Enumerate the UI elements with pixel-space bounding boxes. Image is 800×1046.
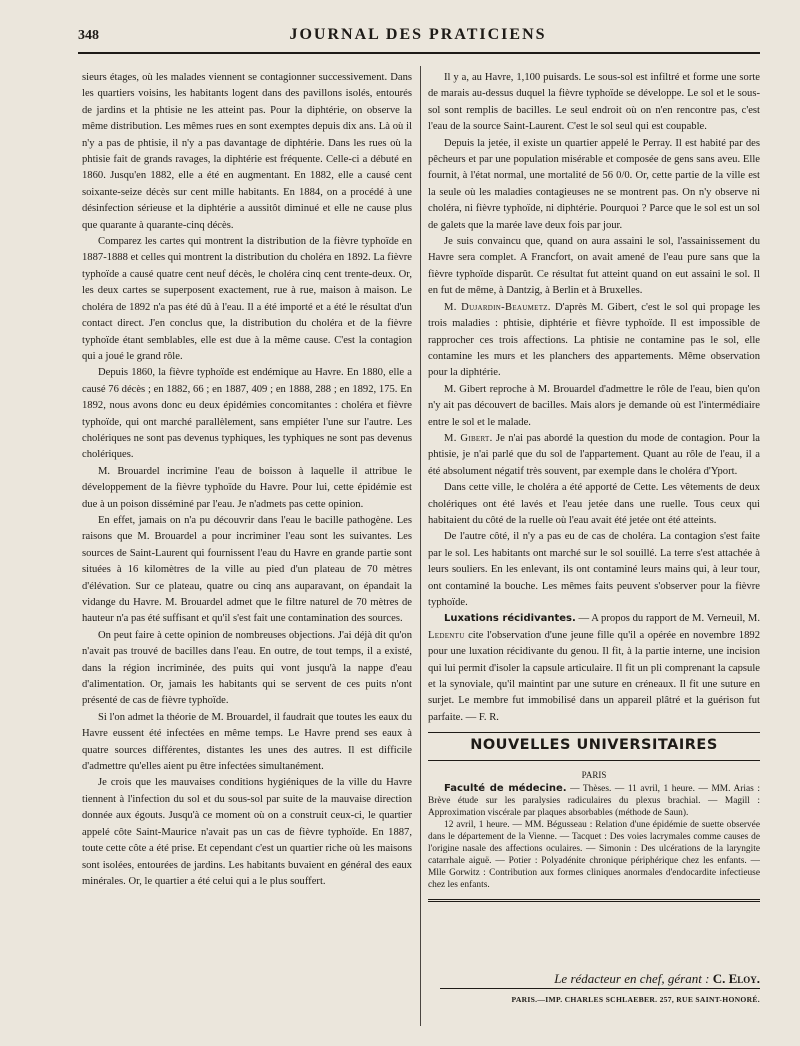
speaker-text: D'après M. Gibert, c'est le sol qui propage les trois maladies : phtisie, diphtérie et fièvre typhoïde. Il est impossible de rapprocher ces trois affections. La phtisie ne contamine pas le sol, elle contamine les murs et les planchers des appartements. Même observation pour la diphtérie.: [428, 301, 760, 379]
paragraph: De l'autre côté, il n'y a pas eu de cas de choléra. La contagion s'est faite par le sol. Les habitants ont marché sur le sol souillé. La terre s'est attachée à leurs souliers. En les enlevant, ils ont contaminé leurs mains qui, à leur tour, ont contaminé la bouche. Les mêmes faits peuvent s'observer pour la fièvre typhoïde.: [428, 531, 760, 608]
paragraph: Il y a, au Havre, 1,100 puisards. Le sous-sol est infiltré et forme une sorte de marais au-dessus duquel la fièvre typhoïde se développe. Le sol et le sous-sol sont remplis de bacilles. Le seul endroit où on n'en rencontre pas, c'est l'eau de la source Saint-Laurent. C'est le sol seul qui est coupable.: [428, 72, 760, 133]
speaker-text: Je n'ai pas abordé la question du mode de contagion. Pour la phtisie, je n'ai parlé que du sol de l'appartement. Quant au rôle de l'eau, il a été absolument négatif très souvent, par exemple dans le choléra d'Yport.: [428, 432, 760, 477]
paragraph: Si l'on admet la théorie de M. Brouardel, il faudrait que toutes les eaux du Havre eussent été infectées en même temps. Le Havre prend ses eaux à quatre sources différentes, distantes les unes des autres. Il est difficile d'admettre qu'elles aient pu être infectées simultanément.: [82, 711, 412, 773]
news-paragraph: 12 avril, 1 heure. — MM. Bégusseau : Relation d'une épidémie de suette observée dans le département de la Vienne. — Tacquet : Des voies lacrymales comme causes de l'origine nasale des affections oculaires. — Simonin : Des ulcérations de la laryngite catarrhale aiguë. — Potier : Polyadénite chronique périphérique chez les enfants. — Mlle Gorwitz : Contribution aux formes cliniques anormales d'endocardite infectieuse chez les enfants.: [428, 820, 760, 891]
news-text: — Thèses. — 11 avril, 1 heure. — MM. Arias : Brève étude sur les paralysies radiculaires du plexus brachial. — Magill : Approximation viscérale par plaques absorbables (méthode de Saun).: [428, 784, 760, 819]
paragraph: sieurs étages, où les malades viennent se contagionner successivement. Dans les quartiers voisins, les habitants logent dans des pavillons isolés, entourés de jardins et la phtisie ne les atteint pas. Pour la diphtérie, on observe la même distribution. Les mêmes rues en sont exemptes depuis dix ans. Là où il n'y a pas de phtisie, il n'y a pas davantage de diphtérie. Dans les rues où la phtisie fait de grands ravages, la diphtérie est fréquente. Celle-ci a débuté en 1860. Jusqu'en 1882, elle a été en augmentant. En 1882, elle a causé cent soixante-seize décès sur cent mille habitants. En 1884, on a procédé à une désinfection sérieuse et la diphtérie a aussitôt diminué et elle ne cause plus que quarante à quarante-cinq décès.: [82, 72, 412, 231]
paragraph: Comparez les cartes qui montrent la distribution de la fièvre typhoïde en 1887-1888 et celles qui montrent la distribution du choléra en 1892. La fièvre typhoïde a causé quatre cent neuf décès, le choléra cinq cent trente-deux. Or, les deux cartes se superposent exactement, rue à rue, maison à maison. Le choléra de 1892 n'a pas été dû à l'eau. Il a été importé et a été le résultat d'un contact direct. J'en conclus que, la distribution du choléra et de la fièvre typhoïde étant semblables, elle est due à la même cause. C'est la contagion qui a joué le grand rôle.: [82, 236, 412, 362]
editor-line: [440, 971, 760, 987]
journal-title: JOURNAL DES PRATICIENS: [289, 26, 547, 43]
paragraph: On peut faire à cette opinion de nombreuses objections. J'ai déjà dit qu'on n'avait pas trouvé de bacilles dans l'eau. En outre, de tout temps, il a existé, dans la région incriminée, des puits qui vont jusqu'à la nappe d'eau d'alimentation. Or, jamais les habitants qui se servent de ces puits n'ont présenté de cas de fièvre typhoïde.: [82, 629, 412, 707]
paragraph-luxations: [428, 611, 760, 726]
speaker-name: M. Dujardin-Beaumetz.: [444, 301, 551, 313]
page-number: 348: [78, 28, 99, 43]
section-rule: [428, 732, 760, 733]
article-heading: Luxations récidivantes.: [444, 613, 576, 625]
page-header: [78, 24, 758, 48]
column-divider: [420, 66, 421, 1026]
paragraph: Je suis convaincu que, quand on aura assaini le sol, l'assainissement du Havre sera complet. A Francfort, on avait amené de l'eau pure sans que la fièvre typhoïde disparût. Ce résultat fut atteint quand on eut assaini le sol. Il en fut de même, à Dantzig, à Berlin et à Bruxelles.: [428, 236, 760, 297]
right-column: [428, 70, 760, 975]
paragraph-gibert: [428, 431, 760, 480]
paragraph-dujardin: [428, 300, 760, 382]
paragraph: M. Brouardel incrimine l'eau de boisson à laquelle il attribue le développement de la fièvre typhoïde du Havre. Pour lui, cette épidémie est due à un poison disséminé par l'eau. Je n'admets pas cette opinion.: [82, 465, 412, 510]
article-text: cite l'observation d'une jeune fille qu'il a opérée en novembre 1892 pour une luxation récidivante du genou. Il fit, à la partie interne, une incision qui lui permit d'isoler la capsule articulaire. Il fit un pli comprenant la capsule et la synoviale, qu'il maintint par une suture en créneaux. Il fit une suture en surjet. Le membre fut immobilisé dans un appareil plâtré et la guérison fut parfaite. — F. R.: [428, 629, 760, 723]
paragraph: M. Gibert reproche à M. Brouardel d'admettre le rôle de l'eau, bien qu'on n'y ait pas découvert de bacilles. Mais alors je demande où est l'intermédiaire entre le sol et le malade.: [428, 383, 760, 428]
section-rule: [428, 760, 760, 761]
section-title: NOUVELLES UNIVERSITAIRES: [470, 737, 718, 754]
university-news: [428, 783, 760, 891]
paragraph: Depuis la jetée, il existe un quartier appelé le Perray. Il est habité par des pêcheurs et par une population misérable et composée de gens sans aveu. Elle fournit, à l'état normal, une mortalité de 56 0/0. Or, cette partie de la ville est la seule où les maladies contagieuses ne se montrent pas. On n'y observe ni choléra, ni fièvre typhoïde, ni diphtérie. Pourquoi ? Parce que le sol est un sol de galets que la marée lave deux fois par jour.: [428, 137, 760, 231]
speaker-name: M. Gibert.: [444, 432, 493, 444]
news-heading: Faculté de médecine.: [444, 783, 567, 795]
paragraph: En effet, jamais on n'a pu découvrir dans l'eau le bacille pathogène. Les raisons que M. Brouardel a pour incriminer l'eau sont les suivantes. Les sources de Saint-Laurent qui fournissent l'eau du Havre en grande partie sont situées à 16 kilomètres de la ville au pied d'un plateau de 70 mètres d'élévation. Sur ce plateau, quatre ou cinq ans auparavant, on épandait la vidange du Havre. M. Brouardel admet que le filtre naturel de 70 mètres de hauteur n'a pas été suffisant et qu'il s'est fait une contamination des sources.: [82, 514, 412, 625]
left-column: [82, 70, 412, 1032]
paragraph: Depuis 1860, la fièvre typhoïde est endémique au Havre. En 1880, elle a causé 76 décès ; en 1882, 66 ; en 1887, 409 ; en 1888, 288 ; en 1892, 175. En 1892, nous avons donc eu deux épidémies concomitantes : choléra et fièvre typhoïde, qui ont marché parallèlement, sans empiéter l'une sur l'autre. Les cholériques ne sont pas devenus typhiques, les typhiques ne sont pas devenus cholériques.: [82, 367, 412, 461]
header-rule: [78, 52, 760, 54]
article-text: — A propos du rapport de M. Verneuil, M.: [575, 613, 760, 625]
news-paragraph: [428, 783, 760, 819]
subheading: PARIS: [581, 769, 607, 780]
double-rule: [428, 899, 760, 902]
paragraph: Je crois que les mauvaises conditions hygiéniques de la ville du Havre tiennent à l'infection du sol et du sous-sol par suite de la mauvaise direction donnée aux égouts. Jusqu'à ce moment où on a construit ceux-ci, le quartier appelé côte Saint-Maurice n'avait pas un cas de fièvre typhoïde. En 1887, toute cette côte a été prise. Et cependant c'est un quartier riche où les maisons sont isolées, entourées de jardins. Les habitants buvaient en général des eaux minérales. Or, le quartier a été celui qui a le plus souffert.: [82, 777, 412, 887]
author-name: Ledentu: [428, 629, 465, 641]
printer-line: PARIS.—IMP. CHARLES SCHLAEBER. 257, RUE SAINT-HONORÉ.: [511, 995, 760, 1004]
footer-rule: [440, 988, 760, 989]
editor-label: Le rédacteur en chef, gérant :: [554, 971, 713, 986]
editor-name: C. Eloy.: [712, 971, 760, 986]
paragraph: Dans cette ville, le choléra a été apporté de Cette. Les vêtements de deux cholériques ont été lavés et l'eau jetée dans une ruelle. Tous ceux qui habitaient du côté de la ruelle où l'eau avait été jetée ont été atteints.: [428, 482, 760, 526]
